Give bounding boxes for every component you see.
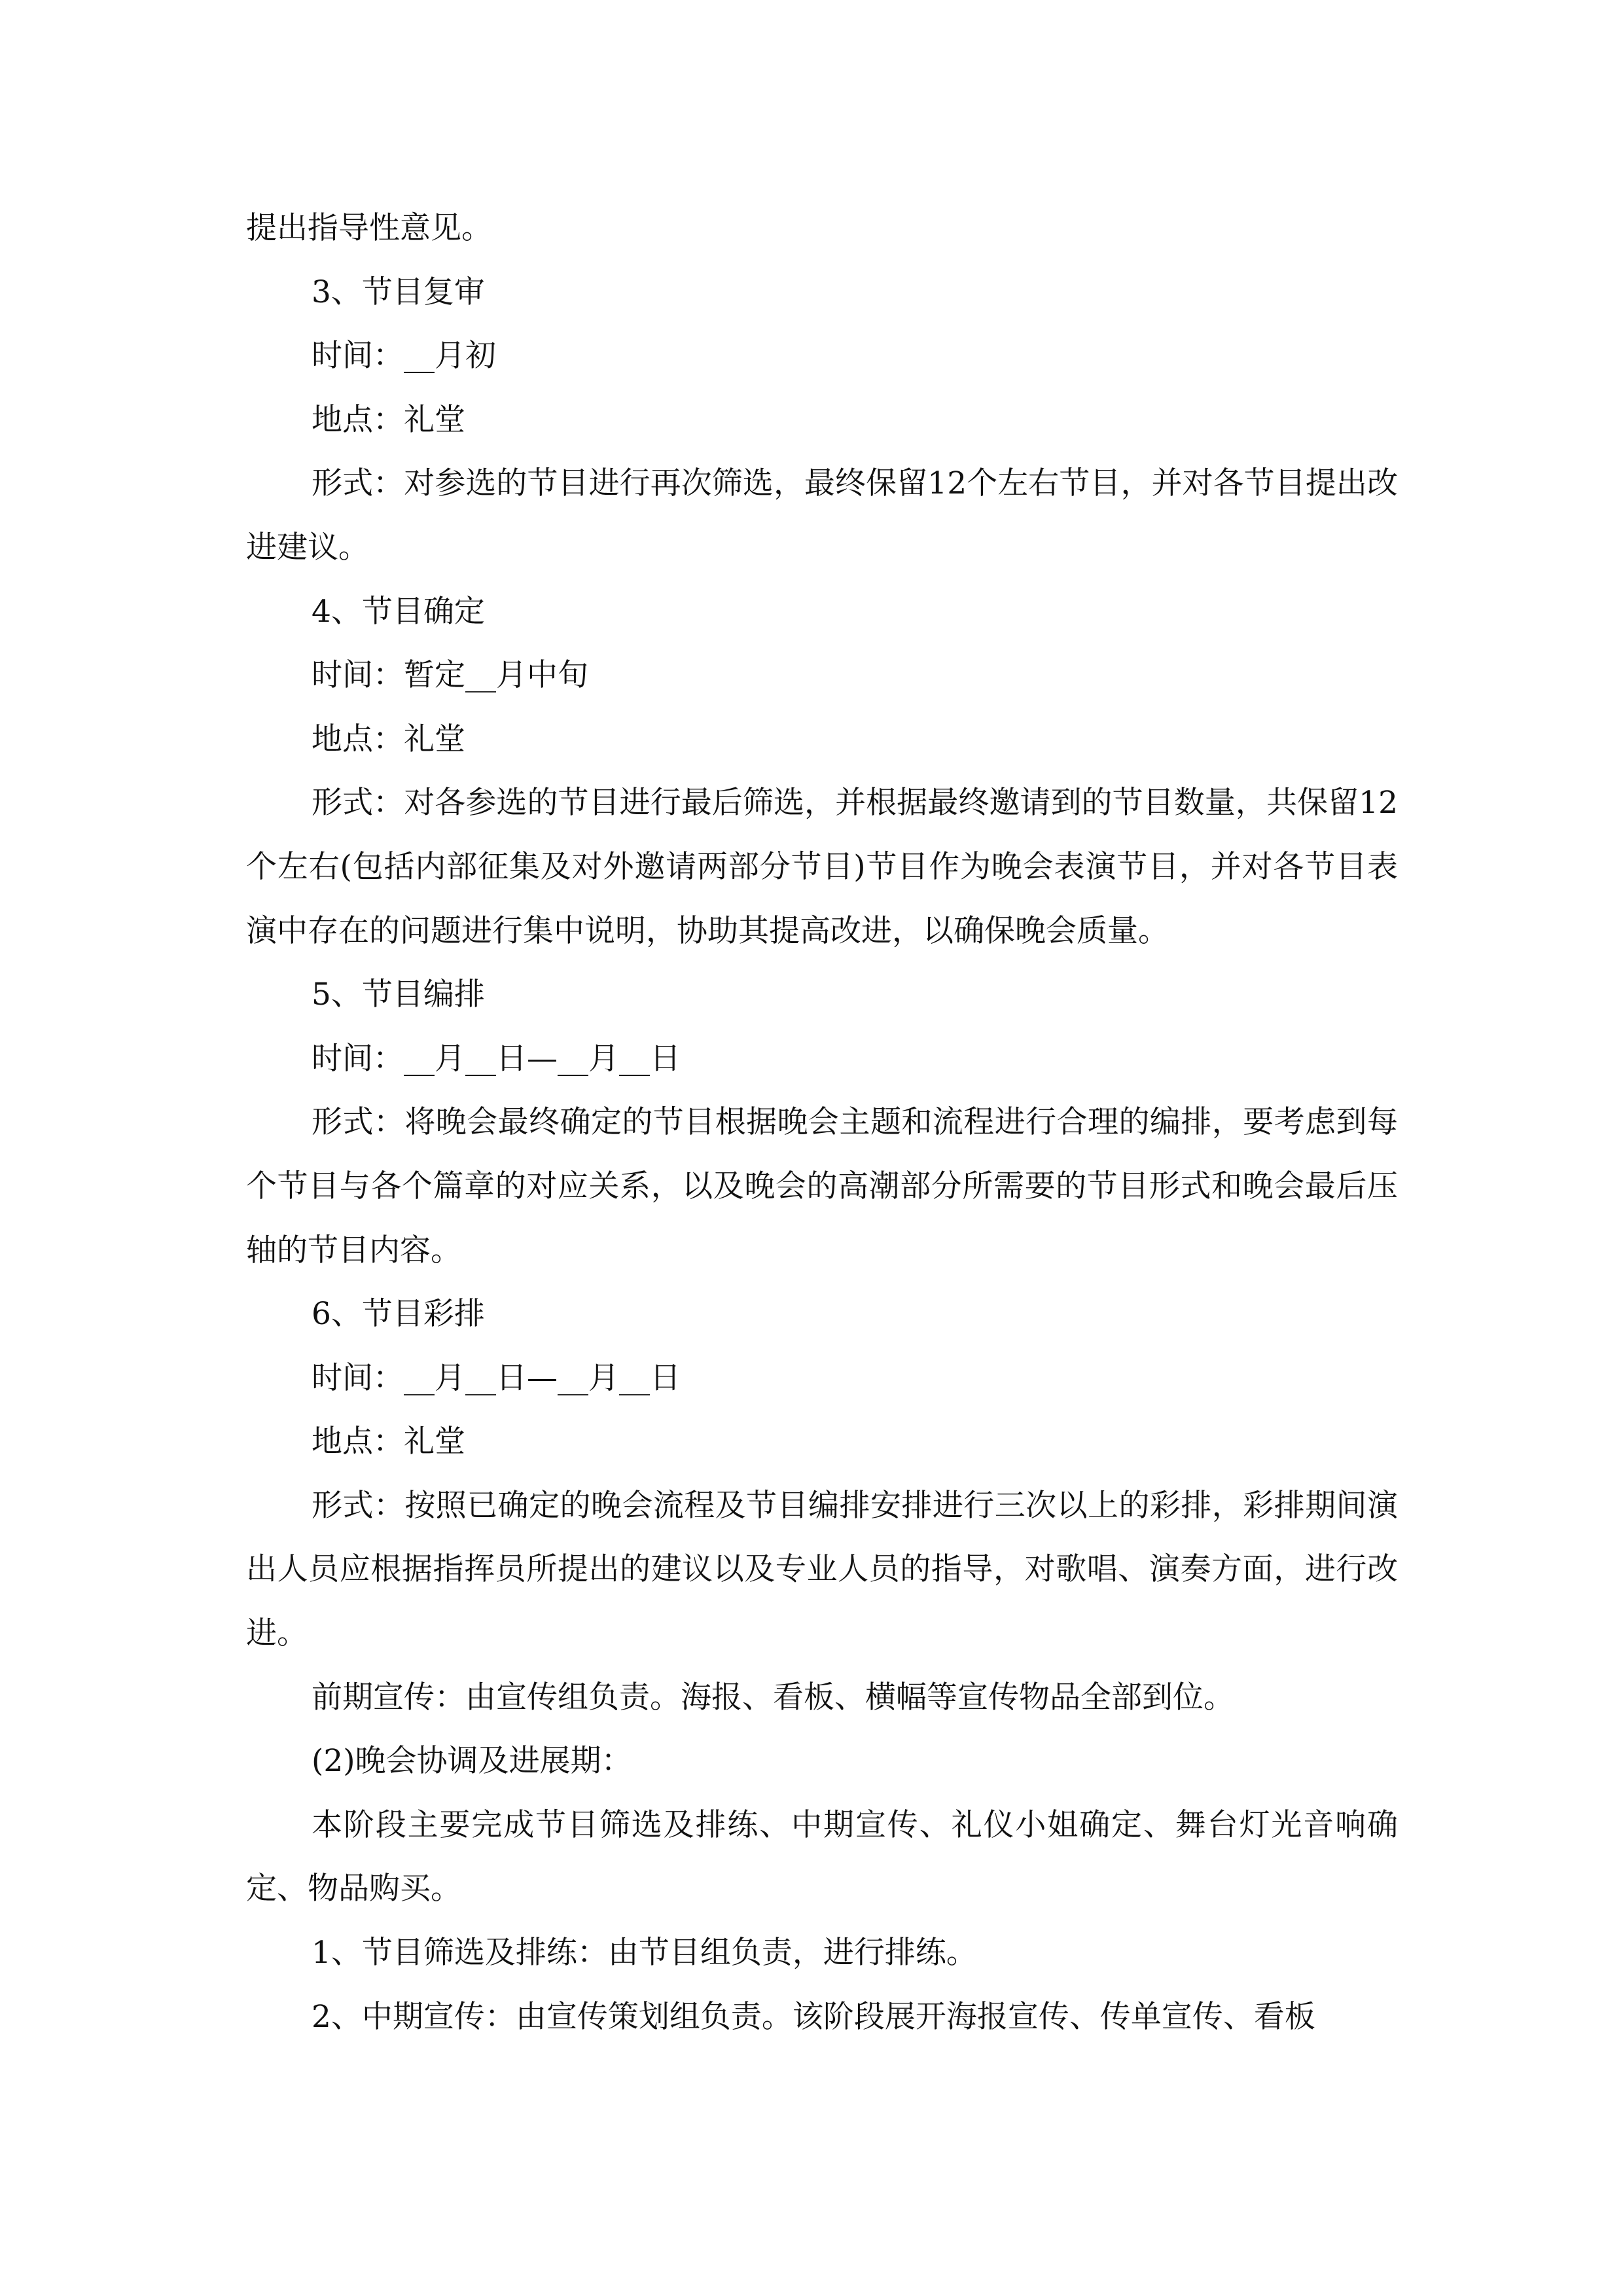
paragraph: 形式：按照已确定的晚会流程及节目编排安排进行三次以上的彩排，彩排期间演出人员应根据指挥员所提出的建议以及专业人员的指导，对歌唱、演奏方面，进行改进。 [246, 1487, 1398, 1652]
paragraph: 3、节目复审 [312, 274, 485, 310]
paragraph: 4、节目确定 [312, 593, 485, 630]
paragraph: 2、中期宣传：由宣传策划组负责。该阶段展开海报宣传、传单宣传、看板 [312, 1998, 1315, 2035]
paragraph: 1、节目筛选及排练：由节目组负责，进行排练。 [312, 1935, 977, 1971]
paragraph: 时间：__月初 [312, 338, 496, 374]
paragraph: 时间：__月__日—__月__日 [312, 1359, 681, 1396]
paragraph: 前期宣传：由宣传组负责。海报、看板、横幅等宣传物品全部到位。 [312, 1679, 1234, 1715]
paragraph: 6、节目彩排 [312, 1296, 485, 1333]
paragraph: (2)晚会协调及进展期： [312, 1743, 632, 1780]
paragraph: 形式：对参选的节目进行再次筛选，最终保留12个左右节目，并对各节目提出改进建议。 [246, 465, 1398, 565]
document-body [246, 196, 1398, 2049]
paragraph: 本阶段主要完成节目筛选及排练、中期宣传、礼仪小姐确定、舞台灯光音响确定、物品购买。 [246, 1806, 1398, 1907]
paragraph: 形式：对各参选的节目进行最后筛选，并根据最终邀请到的节目数量，共保留12个左右(包括内部征集及对外邀请两部分节目)节目作为晚会表演节目，并对各节目表演中存在的问题进行集中说明，协助其提高改进，以确保晚会质量。 [246, 785, 1398, 949]
paragraph: 地点：礼堂 [312, 721, 465, 757]
paragraph: 地点：礼堂 [312, 1424, 465, 1460]
paragraph: 5、节目编排 [312, 977, 485, 1013]
paragraph: 提出指导性意见。 [246, 210, 492, 246]
paragraph: 形式：将晚会最终确定的节目根据晚会主题和流程进行合理的编排，要考虑到每个节目与各个篇章的对应关系，以及晚会的高潮部分所需要的节目形式和晚会最后压轴的节目内容。 [246, 1104, 1398, 1268]
paragraph: 地点：礼堂 [312, 401, 465, 438]
paragraph: 时间：__月__日—__月__日 [312, 1040, 681, 1077]
paragraph: 时间：暂定__月中旬 [312, 657, 588, 694]
